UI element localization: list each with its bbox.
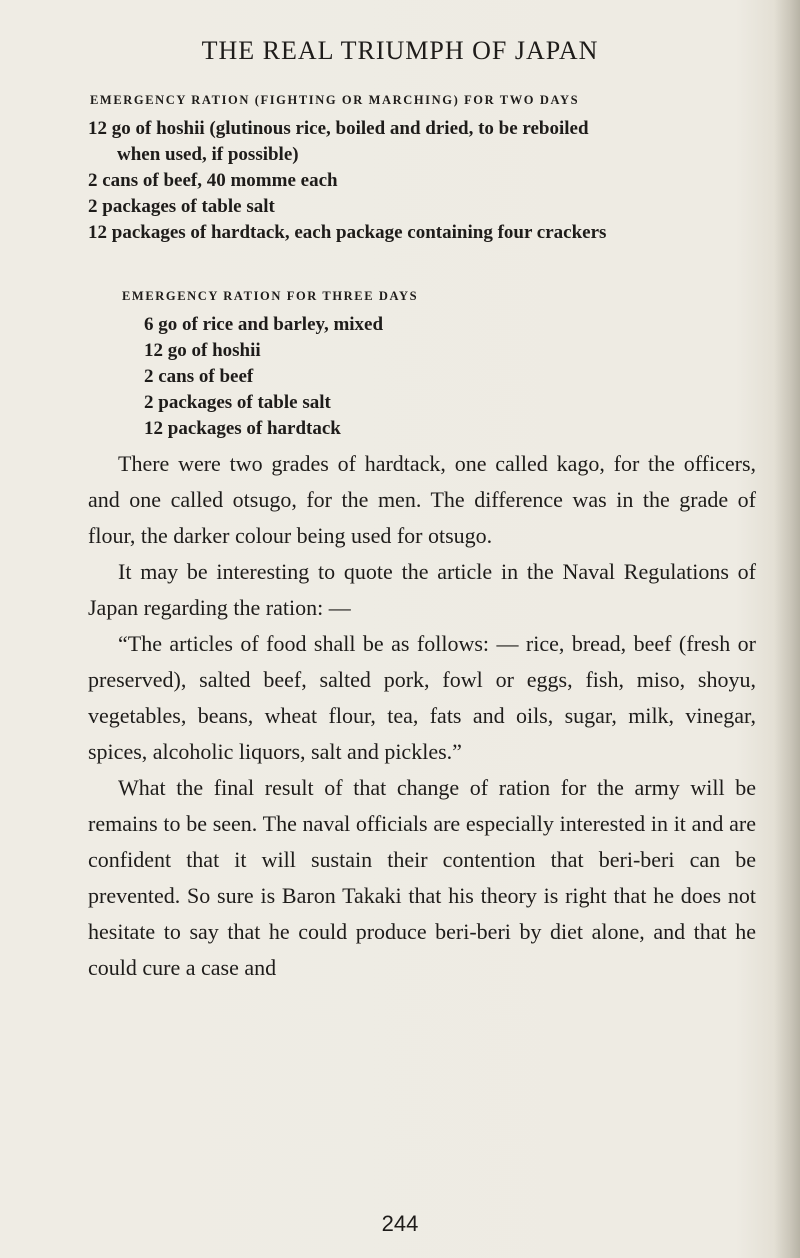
page-number: 244 xyxy=(381,1211,419,1236)
section-title: EMERGENCY RATION FOR THREE DAYS xyxy=(122,289,419,303)
ration-item: 2 packages of table salt xyxy=(144,392,331,413)
paragraph: It may be interesting to quote the article in the Naval Regulations of Japan regarding the ration: — xyxy=(88,559,756,620)
section-title: EMERGENCY RATION (FIGHTING OR MARCHING) FOR TWO DAYS xyxy=(90,93,580,107)
body-text xyxy=(88,446,756,986)
page-edge-shadow xyxy=(774,0,800,1258)
ration-item: 12 go of hoshii xyxy=(144,340,261,361)
ration-item: 2 cans of beef, 40 momme each xyxy=(88,170,338,191)
running-head: THE REAL TRIUMPH OF JAPAN xyxy=(201,36,599,65)
ration-item: 6 go of rice and barley, mixed xyxy=(144,314,384,335)
ration-two-days xyxy=(88,93,758,246)
paragraph: What the final result of that change of ration for the army will be remains to be seen. The naval officials are especially interested in it and are confident that it will sustain their contention that beri-beri can be prevented. So sure is Baron Takaki that his theory is right that he does not hesitate to say that he could produce beri-beri by diet alone, and that he could cure a case and xyxy=(88,775,756,980)
ration-item: 12 packages of hardtack xyxy=(144,418,341,439)
ration-three-days xyxy=(122,289,800,442)
ration-item: 2 cans of beef xyxy=(144,366,254,387)
paragraph: “The articles of food shall be as follows: — rice, bread, beef (fresh or preserved), salted beef, salted pork, fowl or eggs, fish, miso, shoyu, vegetables, beans, wheat flour, tea, fats and oils, sugar, milk, vinegar, spices, alcoholic liquors, salt and pickles.” xyxy=(88,631,756,764)
ration-item: 12 go of hoshii (glutinous rice, boiled and dried, to be reboiled xyxy=(88,118,589,139)
paragraph: There were two grades of hardtack, one called kago, for the officers, and one called otsugo, for the men. The difference was in the grade of flour, the darker colour being used for otsugo. xyxy=(88,451,756,548)
ration-item: 2 packages of table salt xyxy=(88,196,275,217)
ration-item: when used, if possible) xyxy=(117,144,299,165)
ration-item: 12 packages of hardtack, each package containing four crackers xyxy=(88,222,607,243)
